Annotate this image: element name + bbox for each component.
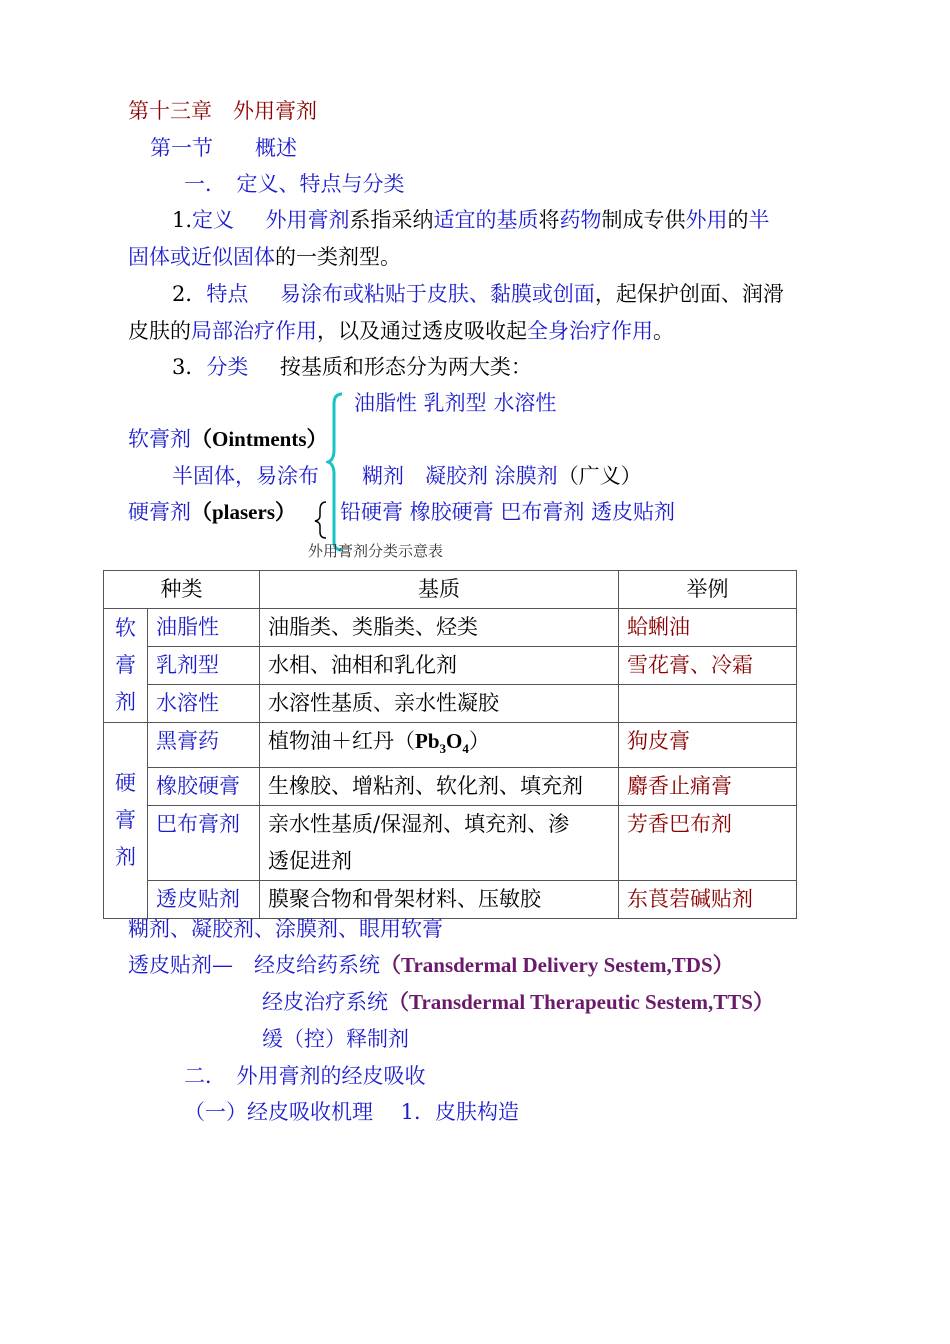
base-cell: 生橡胶、增粘剂、软化剂、填充剂 [260, 768, 619, 806]
definition-line-2 [128, 243, 401, 271]
base-text: 植物油＋红丹（ [268, 729, 415, 753]
tds-line [128, 951, 734, 979]
paste-items: 糊剂 凝胶剂 涂膜剂 [362, 464, 558, 488]
base-line-2: 透促进剂 [268, 849, 352, 874]
base-text-end: ） [468, 729, 490, 753]
formula-pb: Pb [415, 729, 440, 753]
paste-line [362, 462, 642, 490]
definition-term: 外用膏剂 [265, 208, 350, 232]
definition-label: 定义 [192, 208, 235, 232]
base-cell: 油脂类、类脂类、烃类 [260, 609, 619, 647]
classification-table [103, 570, 797, 919]
hard-category-label [104, 765, 147, 876]
tts-label: 经皮治疗系统 [262, 990, 388, 1014]
classification-label: 分类 [206, 355, 249, 379]
type-cell: 乳剂型 [148, 647, 260, 685]
release-text: 缓（控）释制剂 [262, 1027, 409, 1051]
example-cell: 麝香止痛膏 [619, 768, 797, 806]
example-cell: 蛤蜊油 [619, 609, 797, 647]
hard-category-char: 硬 [115, 771, 136, 796]
table-row [104, 723, 797, 768]
definition-line2b: 的一类剂型。 [275, 245, 401, 269]
features-line2e: 。 [653, 319, 674, 343]
base-cell [260, 806, 619, 881]
definition-t4: 药物 [559, 208, 602, 232]
table-row [104, 768, 797, 806]
base-cell [260, 723, 619, 768]
example-cell [619, 685, 797, 723]
base-cell: 水溶性基质、亲水性凝胶 [260, 685, 619, 723]
semi-solid-text: 半固体，易涂布 [172, 464, 319, 488]
table-row [104, 685, 797, 723]
soft-category-char: 剂 [115, 690, 136, 714]
features-t2: ，起保护创面、润滑 [594, 282, 784, 306]
plaster-en: （plasers） [191, 500, 296, 524]
hard-category-char: 膏 [115, 808, 136, 833]
definition-line-1 [172, 206, 770, 234]
features-line2a: 皮肤的 [128, 319, 191, 343]
definition-line2a: 固体或近似固体 [128, 245, 275, 269]
table-row [104, 806, 797, 881]
table-header-type: 种类 [104, 571, 260, 609]
diagram-caption: 外用膏剂分类示意表 [308, 542, 444, 560]
table-row [104, 881, 797, 919]
features-line2c: ，以及通过透皮吸收起 [317, 319, 527, 343]
subsection-2-title: 二． 外用膏剂的经皮吸收 [184, 1064, 426, 1088]
ointment-label: 软膏剂 [128, 427, 191, 451]
features-line2b: 局部治疗作用 [191, 319, 317, 343]
example-cell: 狗皮膏 [619, 723, 797, 768]
classification-line [172, 353, 532, 381]
subsection-title: 一． 定义、特点与分类 [184, 172, 405, 196]
broad-note: （广义） [557, 464, 642, 488]
example-cell: 东莨菪碱贴剂 [619, 881, 797, 919]
features-line-2 [128, 317, 674, 345]
chapter-title: 第十三章 外用膏剂 [128, 99, 317, 123]
features-line2d: 全身治疗作用 [527, 319, 653, 343]
table-row [104, 647, 797, 685]
section-title: 第一节 概述 [150, 136, 297, 160]
hard-category-cell [104, 723, 148, 919]
definition-t5: 制成专供 [601, 208, 686, 232]
type-cell: 橡胶硬膏 [148, 768, 260, 806]
example-cell: 雪花膏、冷霜 [619, 647, 797, 685]
formula-o: O [446, 729, 463, 753]
soft-category-char: 软 [115, 616, 136, 640]
other-forms: 糊剂、凝胶剂、涂膜剂、眼用软膏 [128, 917, 443, 941]
plaster-label: 硬膏剂 [128, 500, 191, 524]
ointment-en: （Ointments） [191, 427, 328, 451]
example-cell: 芳香巴布剂 [619, 806, 797, 881]
type-cell: 水溶性 [148, 685, 260, 723]
tts-line [262, 988, 774, 1016]
formula-sub-4: 4 [462, 741, 469, 757]
features-num: 2． [172, 282, 207, 306]
soft-category-label [104, 610, 147, 721]
tts-en: （Transdermal Therapeutic Sestem,TTS） [388, 990, 774, 1014]
formula-sub-3: 3 [439, 741, 447, 757]
type-cell: 油脂性 [148, 609, 260, 647]
base-cell: 膜聚合物和骨架材料、压敏胶 [260, 881, 619, 919]
type-cell: 巴布膏剂 [148, 806, 260, 881]
features-t1: 易涂布或粘贴于皮肤、黏膜或创面 [279, 282, 595, 306]
definition-t2: 适宜的基质 [433, 208, 539, 232]
classification-num: 3． [172, 355, 207, 379]
definition-t1: 系指采纳 [349, 208, 434, 232]
hard-category-char: 剂 [115, 845, 136, 870]
base-line-1: 亲水性基质/保湿剂、填充剂、渗 [268, 812, 570, 837]
mechanism-title: （一）经皮吸收机理 1．皮肤构造 [184, 1100, 520, 1124]
definition-t3: 将 [538, 208, 560, 232]
soft-category-cell [104, 609, 148, 723]
table-row [104, 609, 797, 647]
tds-en: （Transdermal Delivery Sestem,TDS） [380, 953, 734, 977]
plaster-types: 铅硬膏 橡胶硬膏 巴布膏剂 透皮贴剂 [340, 500, 676, 524]
ointment-line [128, 425, 328, 453]
table-header-row [104, 571, 797, 609]
definition-t7b: 半 [748, 208, 770, 232]
definition-t6: 外用 [685, 208, 728, 232]
table-header-base: 基质 [260, 571, 619, 609]
features-line-1 [172, 280, 784, 308]
type-cell: 透皮贴剂 [148, 881, 260, 919]
ointment-types: 油脂性 乳剂型 水溶性 [354, 391, 557, 415]
small-brace-icon [312, 500, 330, 540]
table-header-example: 举例 [619, 571, 797, 609]
base-cell: 水相、油相和乳化剂 [260, 647, 619, 685]
classification-text: 按基质和形态分为两大类： [279, 355, 532, 379]
plaster-line [128, 498, 296, 526]
tds-label: 透皮贴剂— 经皮给药系统 [128, 953, 380, 977]
definition-t7a: 的 [727, 208, 749, 232]
type-cell: 黑膏药 [148, 723, 260, 768]
features-label: 特点 [206, 282, 249, 306]
soft-category-char: 膏 [115, 653, 136, 677]
definition-num: 1. [172, 208, 193, 232]
